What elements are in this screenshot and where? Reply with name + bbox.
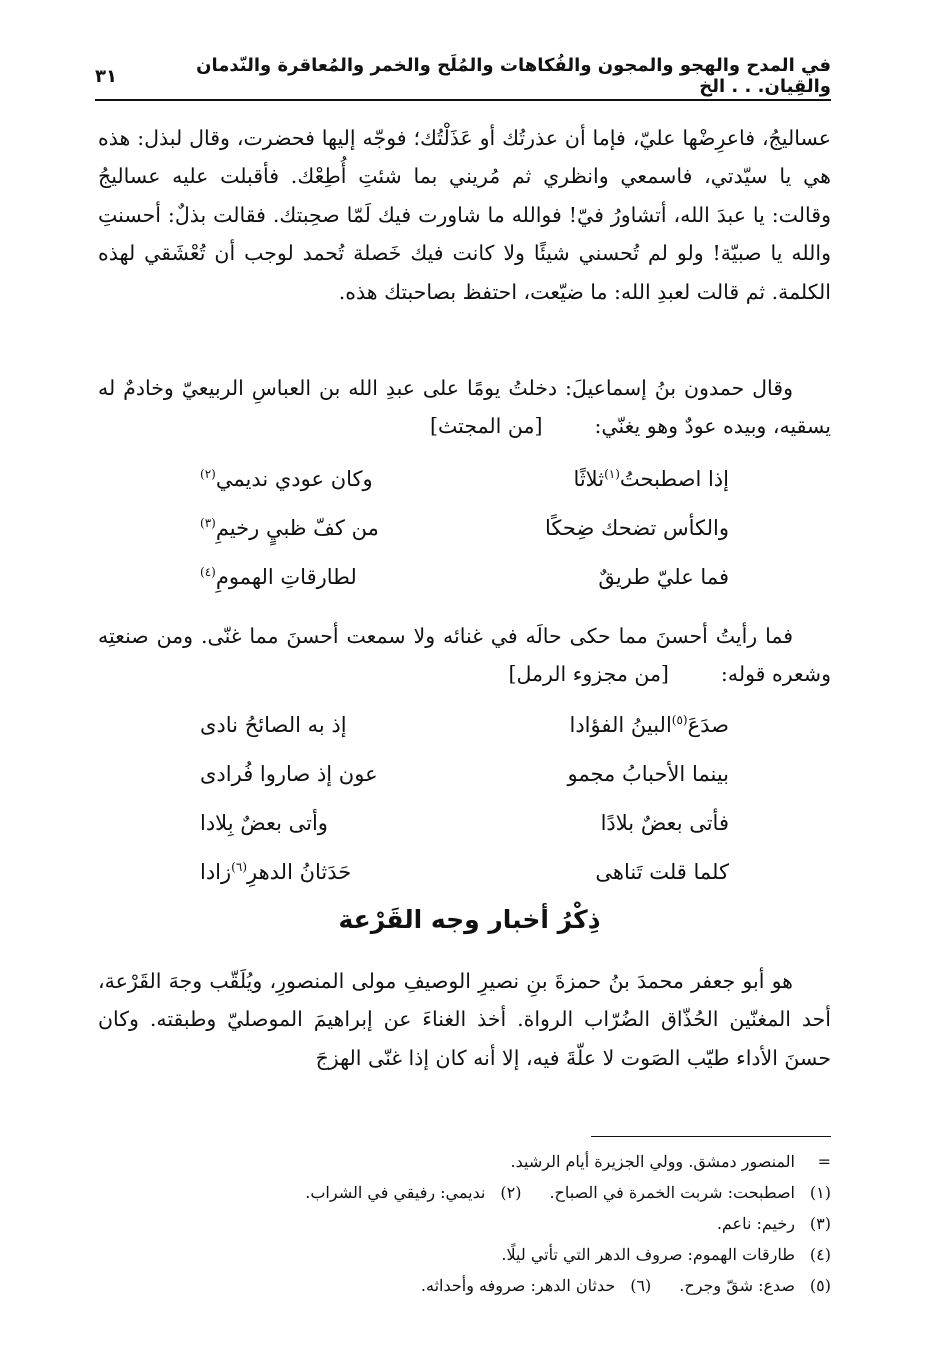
footnote-ref: (٤) (200, 565, 216, 579)
footnote-ref: (١) (604, 467, 620, 481)
hemistich-1: والكأس تضحك ضِحكًا (544, 516, 729, 540)
paragraph-4: هو أبو جعفر محمدَ بنُ حمزةَ بنِ نصيرِ الوصيفِ مولى المنصورِ، ويُلَقّب وجهَ القَرْعة، أحد المغنّين الحُذّاق الضُرّاب الرواة. أخذ الغناءَ عن إبراهيمَ الموصليّ وطبقته. وكان حسنَ الأداء طيّب الصَوت لا علّةَ فيه، إلا أنه كان إذا غنّى الهزجَ (98, 969, 831, 1070)
hemistich-1: بينما الأحبابُ مجمو (567, 762, 729, 786)
running-head-title: في المدح والهجو والمجون والفُكاهات والمُلَح والخمر والمُعاقرة والنّدمان والقِيان. . . الخ (196, 55, 831, 97)
poem-1-verse-3 (200, 554, 729, 600)
hemistich-2: عون إذ صاروا فُرادى (200, 762, 378, 786)
header-rule (95, 99, 831, 101)
meter-label: [من المجتث] (430, 414, 543, 439)
paragraph-2-text: وقال حمدون بنُ إسماعيلَ: دخلتُ يومًا على عبدِ الله بن العباسِ الربيعيّ وخادمٌ له يسقيه، وبيده عودٌ وهو يغنّي: (98, 376, 831, 439)
hemistich-1: فما عليّ طريقٌ (598, 565, 729, 589)
hemistich-1: صدَعَ$^{(٥)}$البينُ الفؤادا (569, 713, 729, 737)
hemistich-2: من كفّ ظبيٍ رخيمِ$^{(٣)}$ (200, 516, 379, 540)
page-number: ٣١ (95, 65, 117, 87)
paragraph-3 (98, 617, 831, 694)
footnote-line: (٥)صدع: شقّ وجرح.(٦)حدثان الدهر: صروفه وأحداثه. (420, 1276, 831, 1295)
hemistich-2: وأتى بعضٌ بِلادا (200, 811, 328, 835)
paragraph-1: عساليجُ، فاعرِضْها عليّ، فإما أن عذرتُك أو عَذَلْتُك؛ فوجّه إليها فحضرت، وقال لبذل: هذه هي يا سيّدتي، فاسمعي وانظري ثم مُريني بما شئتِ أُطِعْك. فأقبلت عليه عساليجُ وقالت: يا عبدَ الله، أتشاورُ فيّ! فوالله ما شاورت فيك لَمّا صحِبتك. فقالت بذلٌ: أحسنتِ والله يا صبيّة! ولو لم تُحسني شيئًا ولا كانت فيك خَصلة تُحمد لوجب أن تُعْشَقي لهذه الكلمة. ثم قالت لعبدِ الله: ما ضيّعت، احتفظ بصاحبتك هذه. (98, 126, 831, 304)
poem-1-verse-2 (200, 505, 729, 551)
footnote-line: (٤)طارقات الهموم: صروف الدهر التي تأتي ليلًا. (501, 1245, 831, 1264)
paragraph-3-text: فما رأيتُ أحسنَ مما حكى حالَه في غنائه ولا سمعت أحسنَ مما غنّى. ومن صنعتِه وشعره قوله: (98, 624, 831, 687)
hemistich-2: وكان عودي نديمي$^{(٢)}$ (200, 467, 373, 491)
hemistich-1: إذا اصطبحتُ$^{(١)}$ثلاثًا (573, 467, 729, 491)
footnote-rule (591, 1136, 831, 1137)
hemistich-2: حَدَثانُ الدهرِ$^{(٦)}$زادا (200, 860, 352, 884)
hemistich-2: لطارقاتِ الهمومِ$^{(٤)}$ (200, 565, 357, 589)
hemistich-1: كلما قلت تَناهى (595, 860, 729, 884)
poem-2-verse-2 (200, 751, 729, 797)
poem-2-verse-4 (200, 849, 729, 895)
section-title: ذِكْرُ أخبار وجه القَرْعة (338, 905, 601, 934)
hemistich-1: فأتى بعضٌ بلادًا (600, 811, 729, 835)
paragraph-2 (98, 369, 831, 446)
poem-2-verse-1 (200, 702, 729, 748)
footnote-ref: (٢) (200, 467, 216, 481)
meter-label: [من مجزوء الرمل] (508, 662, 669, 687)
footnote-ref: (٣) (200, 516, 216, 530)
hemistich-2: إذ به الصائحُ نادى (200, 713, 347, 737)
footnote-ref: (٦) (231, 860, 247, 874)
poem-2-verse-3 (200, 800, 729, 846)
footnote-line: (١)اصطبحت: شربت الخمرة في الصباح.(٢)نديمي: رفيقي في الشراب. (305, 1183, 831, 1202)
running-head (95, 56, 831, 96)
poem-1-verse-1 (200, 456, 729, 502)
footnotes (150, 1146, 831, 1301)
footnote-ref: (٥) (671, 713, 688, 727)
footnote-line: =المنصور دمشق. وولي الجزيرة أيام الرشيد. (510, 1152, 831, 1171)
footnote-line: (٣)رخيم: ناعم. (716, 1214, 831, 1233)
